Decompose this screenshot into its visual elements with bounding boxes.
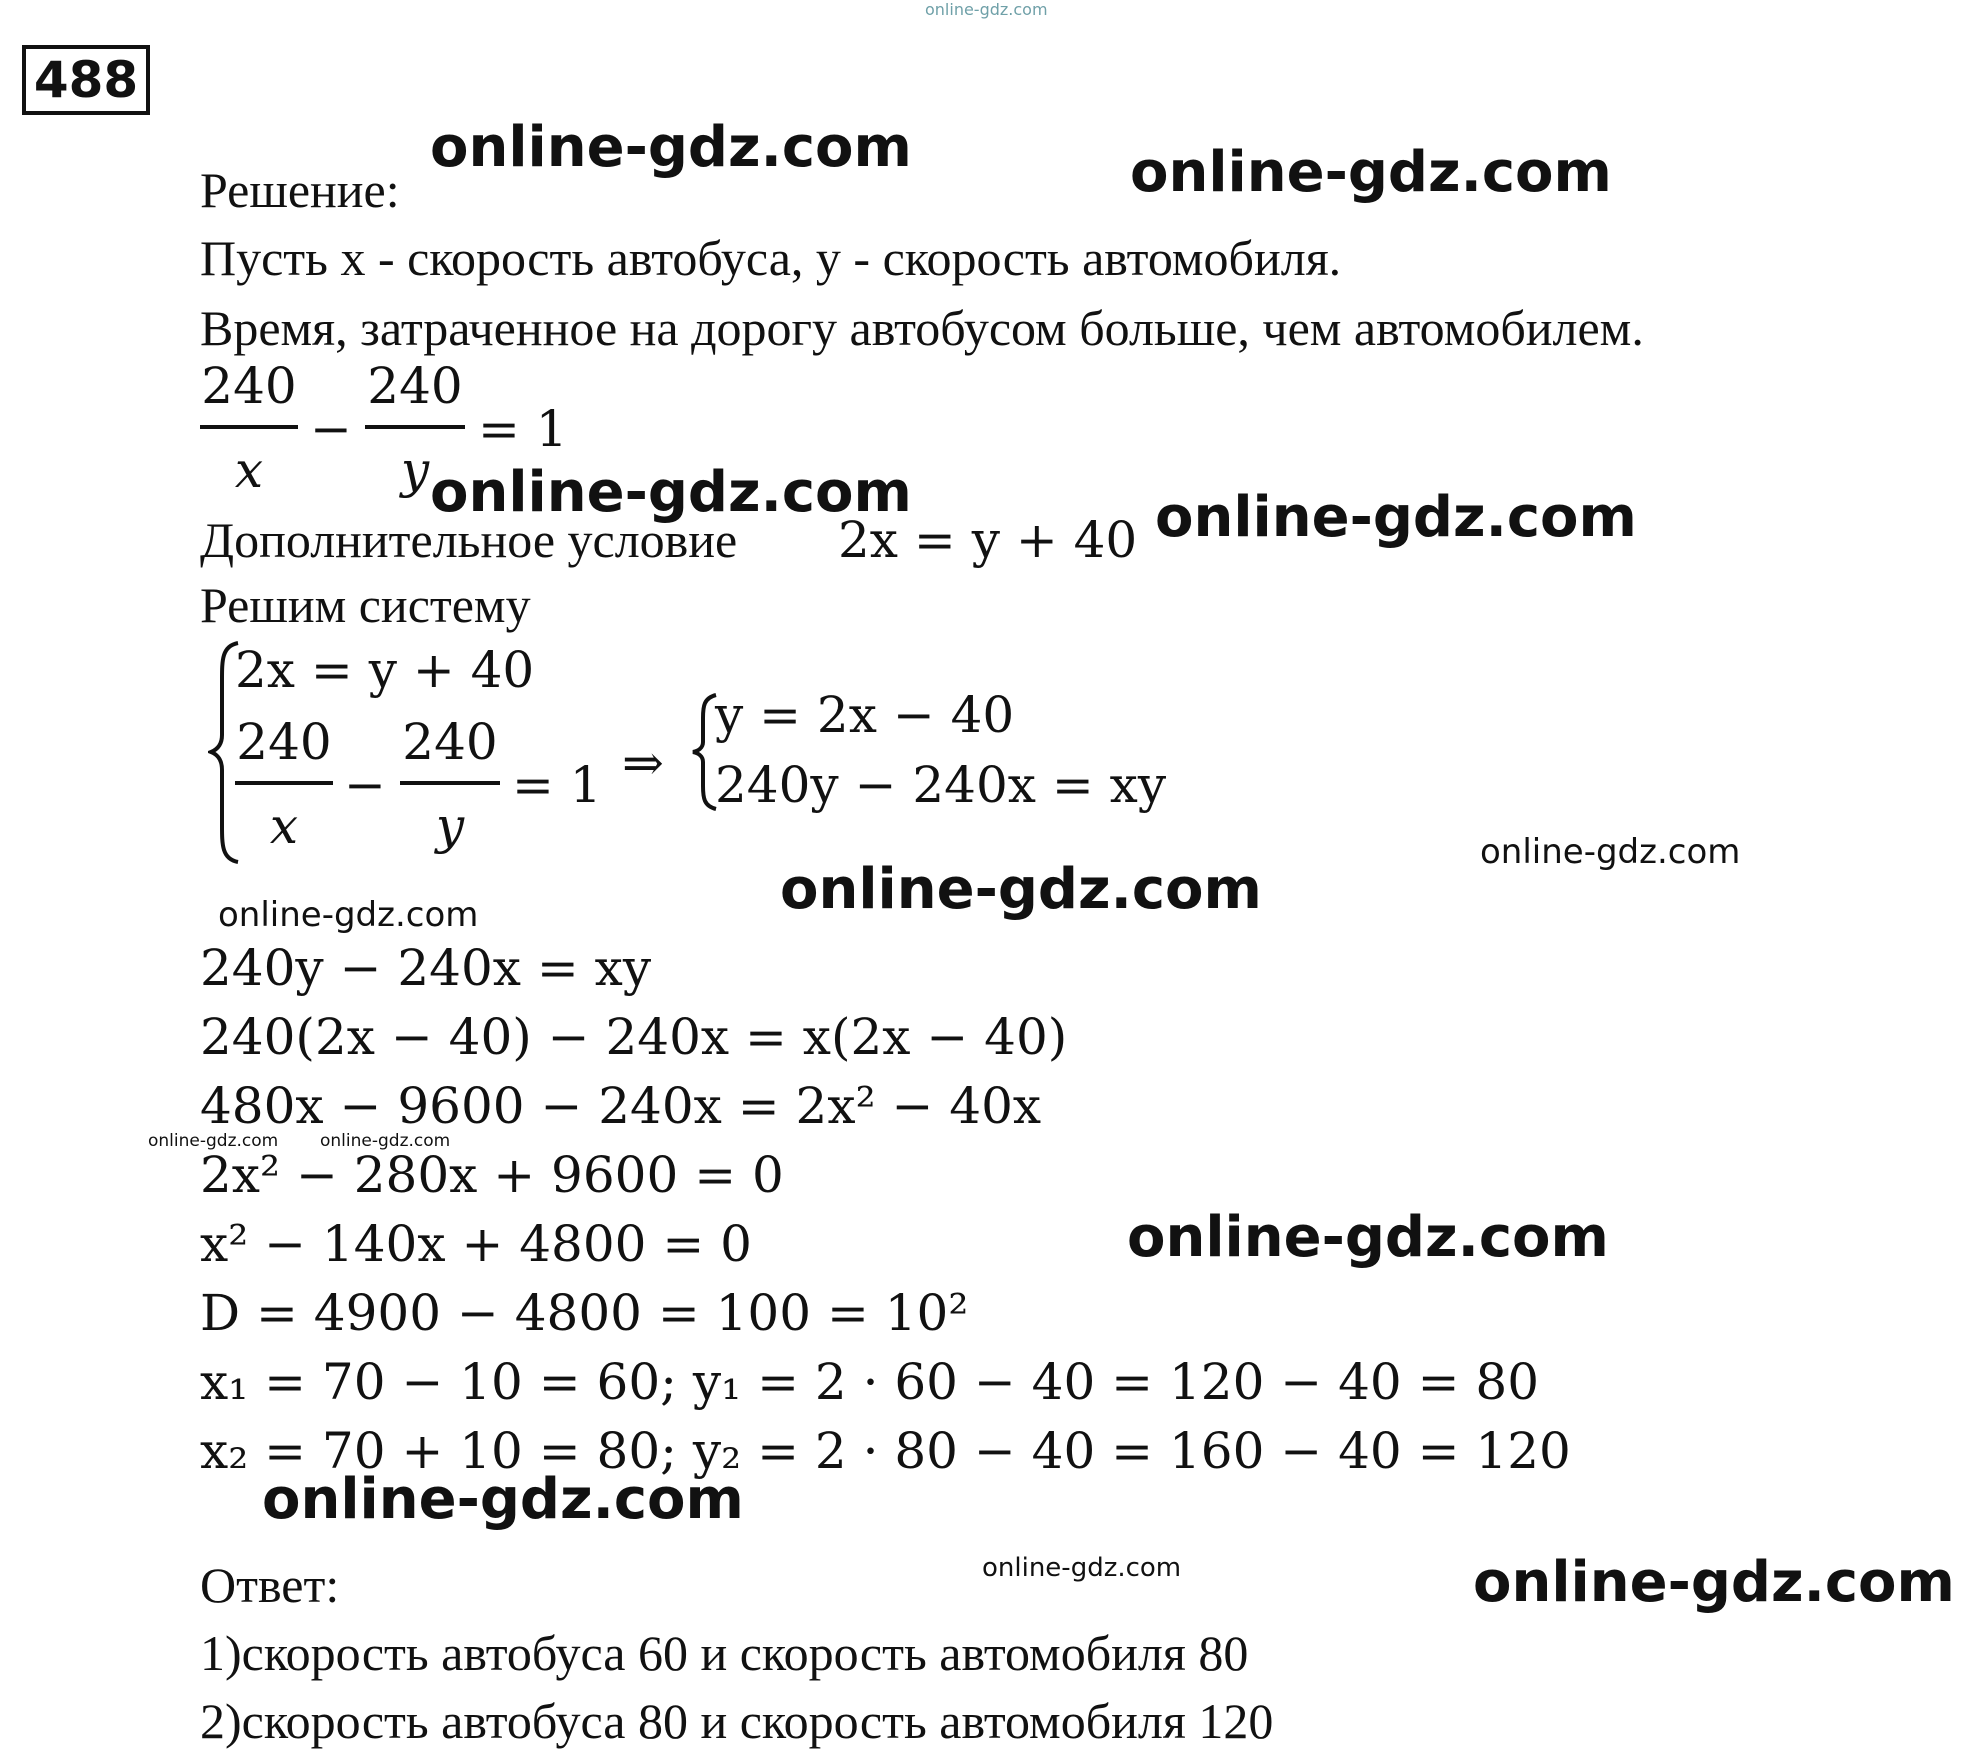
watermark: online-gdz.com [1155,485,1637,550]
watermark: online-gdz.com [430,115,912,180]
watermark: online-gdz.com [1473,1550,1955,1615]
numerator: 240 [367,357,463,415]
step-line: x² − 140x + 4800 = 0 [200,1215,752,1273]
watermark: online-gdz.com [320,1131,451,1151]
watermark: online-gdz.com [1130,140,1612,205]
solution-label: Решение: [200,162,400,218]
fraction-bar [365,425,465,429]
answer-label: Ответ: [200,1557,340,1613]
problem-number: 488 [22,45,150,115]
numerator: 240 [402,713,498,771]
step-line: 240y − 240x = xy [200,939,652,997]
denominator: y [400,441,430,499]
step-line: 480x − 9600 − 240x = 2x² − 40x [200,1077,1042,1135]
answer-1: 1)скорость автобуса 60 и скорость автомобиля 80 [200,1625,1249,1681]
minus-sign: − [344,756,386,814]
intro-line-2: Время, затраченное на дорогу автобусом больше, чем автомобилем. [200,300,1644,356]
condition-text: Дополнительное условие [200,512,738,568]
watermark: online-gdz.com [218,895,479,935]
watermark: online-gdz.com [982,1553,1182,1583]
watermark: online-gdz.com [430,460,912,525]
implies-arrow-icon: ⇒ [622,734,664,792]
numerator: 240 [236,713,332,771]
fraction [235,713,333,855]
fraction-bar [400,781,500,785]
system-label: Решим систему [200,577,531,633]
answer-2: 2)скорость автобуса 80 и скорость автомобиля 120 [200,1693,1274,1749]
watermark: online-gdz.com [262,1467,744,1532]
denominator: y [435,797,465,855]
fraction [400,713,500,855]
equation-rhs: = 1 [478,400,568,458]
root-1-line: x₁ = 70 − 10 = 60; y₁ = 2 · 60 − 40 = 120 − 40 = 80 [200,1353,1540,1411]
fraction-bar [235,781,333,785]
system-left-rhs: = 1 [512,756,602,814]
minus-sign: − [310,400,352,458]
step-line: 2x² − 280x + 9600 = 0 [200,1146,784,1204]
watermark: online-gdz.com [1127,1205,1609,1270]
fraction-bar [200,425,298,429]
denominator: x [234,441,264,499]
root-2-line: x₂ = 70 + 10 = 80; y₂ = 2 · 80 − 40 = 160 − 40 = 120 [200,1422,1571,1480]
denominator: x [269,797,299,855]
step-line: 240(2x − 40) − 240x = x(2x − 40) [200,1008,1068,1066]
watermark: online-gdz.com [780,857,1262,922]
system-right-line-1: y = 2x − 40 [715,686,1015,744]
system-left-line-1: 2x = y + 40 [235,641,535,699]
watermark-top: online-gdz.com [925,0,1048,19]
condition-math: 2x = y + 40 [838,511,1138,569]
watermark: online-gdz.com [148,1131,279,1151]
fraction [365,357,465,499]
fraction [200,357,298,499]
intro-line-1: Пусть x - скорость автобуса, y - скорость автомобиля. [200,230,1342,286]
system-right-line-2: 240y − 240x = xy [715,756,1167,814]
numerator: 240 [201,357,297,415]
discriminant-line: D = 4900 − 4800 = 100 = 10² [200,1284,969,1342]
watermark: online-gdz.com [1480,832,1741,872]
